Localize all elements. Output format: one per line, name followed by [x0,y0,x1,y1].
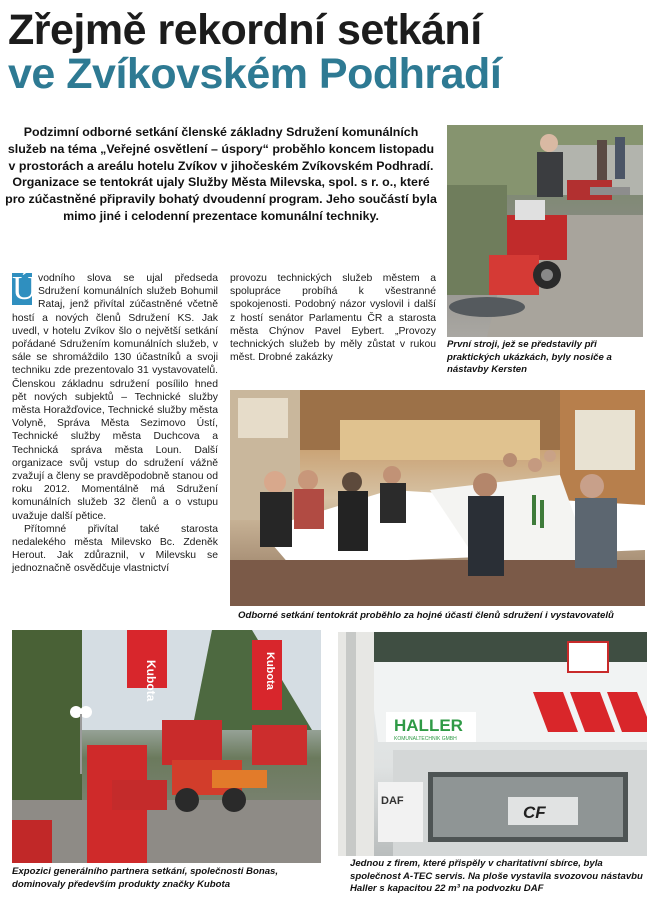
col2-paragraph-1: provozu technických služeb městem a spolupráce probíhá k všestranné spokojenosti. Podobný názor vyslovil i další z hostí senátor Parlamentu ČR a starosta města Chýnov Pavel Eybert. „Provozy technických služeb by měly zůstat v rukou měst. Drobné zakázky [230,273,436,364]
photo-haller-truck [338,632,647,856]
daf-plate-text: DAF [381,795,404,807]
kubota-flag-text-2: Kubota [264,652,276,690]
cf-badge-text: CF [523,803,546,822]
col1-paragraph-2: Přítomné přivítal také starosta nedalekého města Milevsko Bc. Zdeněk Herout. Jak zdůraznil, v Milevsku se jednoznačně osvědčuje vlastnictví [12,523,218,575]
kubota-flag-text-1: Kubota [144,660,158,702]
text-column-1 [12,272,218,576]
photo-kersten-machine [447,125,643,337]
haller-logo-text: HALLER [394,716,463,735]
article-title [8,8,658,96]
drop-cap: Ú [12,270,37,307]
photo-hall-illustration [230,390,645,606]
caption-photo-3: Expozici generálního partnera setkání, společnosti Bonas, dominovaly především produkty značky Kubota [12,866,279,890]
haller-sub-text: KOMUNALTECHNIK GMBH [394,736,457,742]
caption-photo-4: Jednou z firem, které přispěly v charitativní sbírce, byla společnost A-TEC servis. Na ploše vystavila svozovou nástavbu Haller s kapacitou 22 m³ na podvozku DAF [350,858,643,894]
col1-paragraph-1: vodního slova se ujal předseda Sdružení komunálních služeb Bohumil Rataj, jenž přivítal zúčastněné včetně hostí a nových členů Sdružení KS. Jak uvedl, v hotelu Zvíkov šlo o největší setkání pořádané Sdružením komunálních služeb, v sále se shromáždilo 130 účastníků a svoji techniku zde prezentovalo 31 vystavovatelů. Členskou základnu sdružení posílilo hned pět nových subjektů – Technické služby města Horažďovice, Technické služby města Volyně, Správa Města Sezimovo Ústí, Technické služby města Duchcova a Technická správa města Loun. Další organizace svůj vstup do sdružení vážně zvažují a členy se pravděpodobně stanou od roku 2012. Momentálně má Sdružení komunálních služeb 32 členů a o vstupu uvažuje další pětice. [12,273,218,522]
photo-kubota-exhibit [12,630,321,863]
photo-kubota-illustration [12,630,321,863]
photo-kersten-illustration [447,125,643,337]
photo-conference-hall [230,390,645,606]
title-line-2: ve Zvíkovském Podhradí [8,50,502,98]
title-line-1: Zřejmě rekordní setkání [8,6,482,54]
caption-photo-1: První stroji, jež se představily při praktických ukázkách, byly nosiče a nástavby Kersten [447,339,612,375]
caption-photo-2: Odborné setkání tentokrát proběhlo za hojné účasti členů sdružení i vystavovatelů [238,610,614,621]
text-column-2 [230,272,436,364]
photo-haller-illustration [338,632,647,856]
lead-paragraph: Podzimní odborné setkání členské základny Sdružení komunálních služeb na téma „Veřejné osvětlení – úspory“ proběhlo koncem listopadu v prostorách a areálu hotelu Zvíkov v jihočeském Zvíkovském Podhradí. Organizace se tentokrát ujaly Služby Města Milevska, spol. s r. o., které pro zúčastněné připravily bohatý dvoudenní program. Jeho součástí byla mimo jiné i celodenní prezentace komunální techniky. [5,125,437,223]
